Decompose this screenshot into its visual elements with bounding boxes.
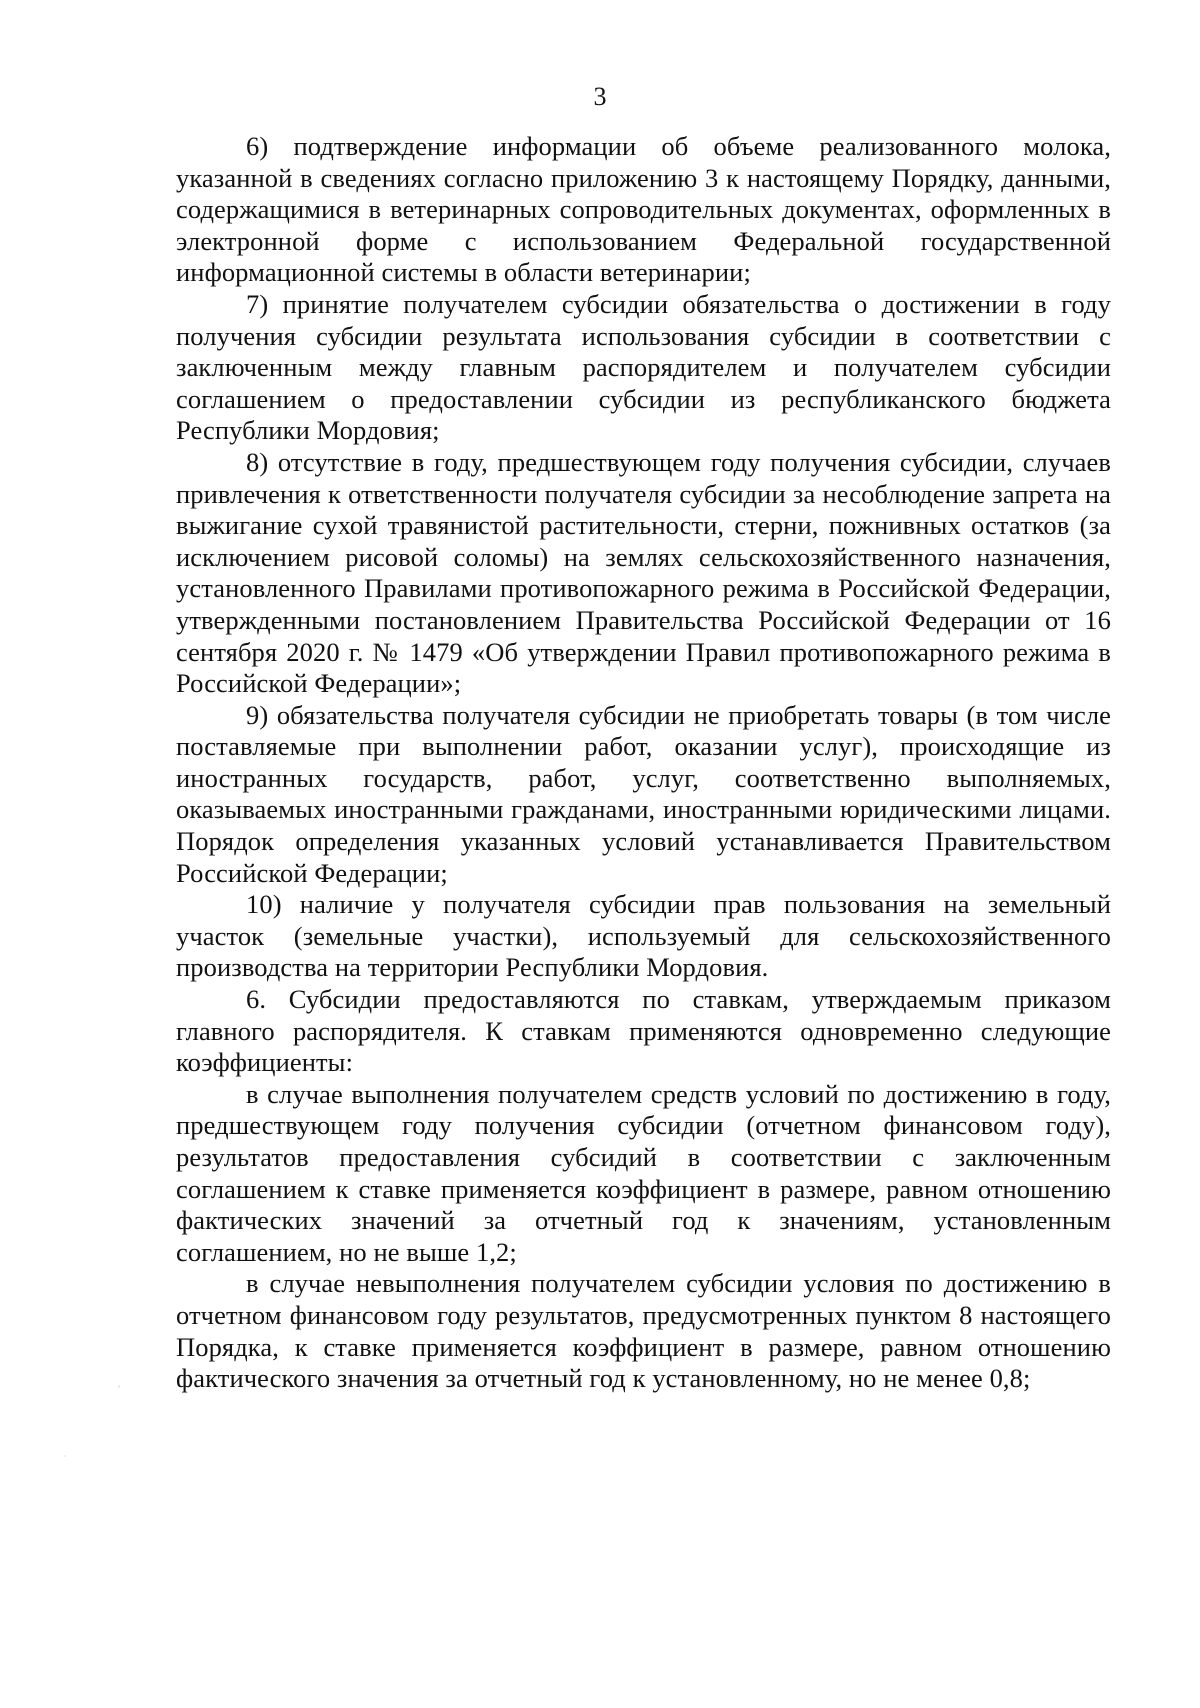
document-body (176, 131, 1111, 1395)
paragraph-coefficient-fulfilled: в случае выполнения получателем средств условий по достижению в году, предшествующем году получения субсидии (отчетном финансовом году), результатов предоставления субсидий в соответствии с заключенным соглашением к ставке применяется коэффициент в размере, равном отношению фактических значений за отчетный год к значениям, установленным соглашением, но не выше 1,2; (176, 1078, 1111, 1267)
paragraph-item-9: 9) обязательства получателя субсидии не приобретать товары (в том числе поставляемые при выполнении работ, оказании услуг), происходящие из иностранных государств, работ, услуг, соответственно выполняемых, оказываемых иностранными гражданами, иностранными юридическими лицами. Порядок определения указанных условий устанавливается Правительством Российской Федерации; (176, 699, 1111, 888)
scan-artifact (64, 1455, 66, 1457)
paragraph-coefficient-unfulfilled: в случае невыполнения получателем субсидии условия по достижению в отчетном финансовом году результатов, предусмотренных пунктом 8 настоящего Порядка, к ставке применяется коэффициент в размере, равном отношению фактического значения за отчетный год к установленному, но не менее 0,8; (176, 1268, 1111, 1394)
page-number: 3 (593, 82, 607, 111)
scan-artifact (118, 1385, 120, 1388)
paragraph-section-6: 6. Субсидии предоставляются по ставкам, утверждаемым приказом главного распорядителя. К ставкам применяются одновременно следующие коэффициенты: (176, 984, 1111, 1078)
paragraph-item-7: 7) принятие получателем субсидии обязательства о достижении в году получения субсидии результата использования субсидии в соответствии с заключенным между главным распорядителем и получателем субсидии соглашением о предоставлении субсидии из республиканского бюджета Республики Мордовия; (176, 288, 1111, 446)
paragraph-item-10: 10) наличие у получателя субсидии прав пользования на земельный участок (земельные участки), используемый для сельскохозяйственного производства на территории Республики Мордовия. (176, 889, 1111, 983)
paragraph-item-8: 8) отсутствие в году, предшествующем году получения субсидии, случаев привлечения к ответственности получателя субсидии за несоблюдение запрета на выжигание сухой травянистой растительности, стерни, пожнивных остатков (за исключением рисовой соломы) на землях сельскохозяйственного назначения, установленного Правилами противопожарного режима в Российской Федерации, утвержденными постановлением Правительства Российской Федерации от 16 сентября 2020 г. № 1479 «Об утверждении Правил противопожарного режима в Российской Федерации»; (176, 446, 1111, 699)
paragraph-item-6: 6) подтверждение информации об объеме реализованного молока, указанной в сведениях согласно приложению 3 к настоящему Порядку, данными, содержащимися в ветеринарных сопроводительных документах, оформленных в электронной форме с использованием Федеральной государственной информационной системы в области ветеринарии; (176, 131, 1111, 288)
